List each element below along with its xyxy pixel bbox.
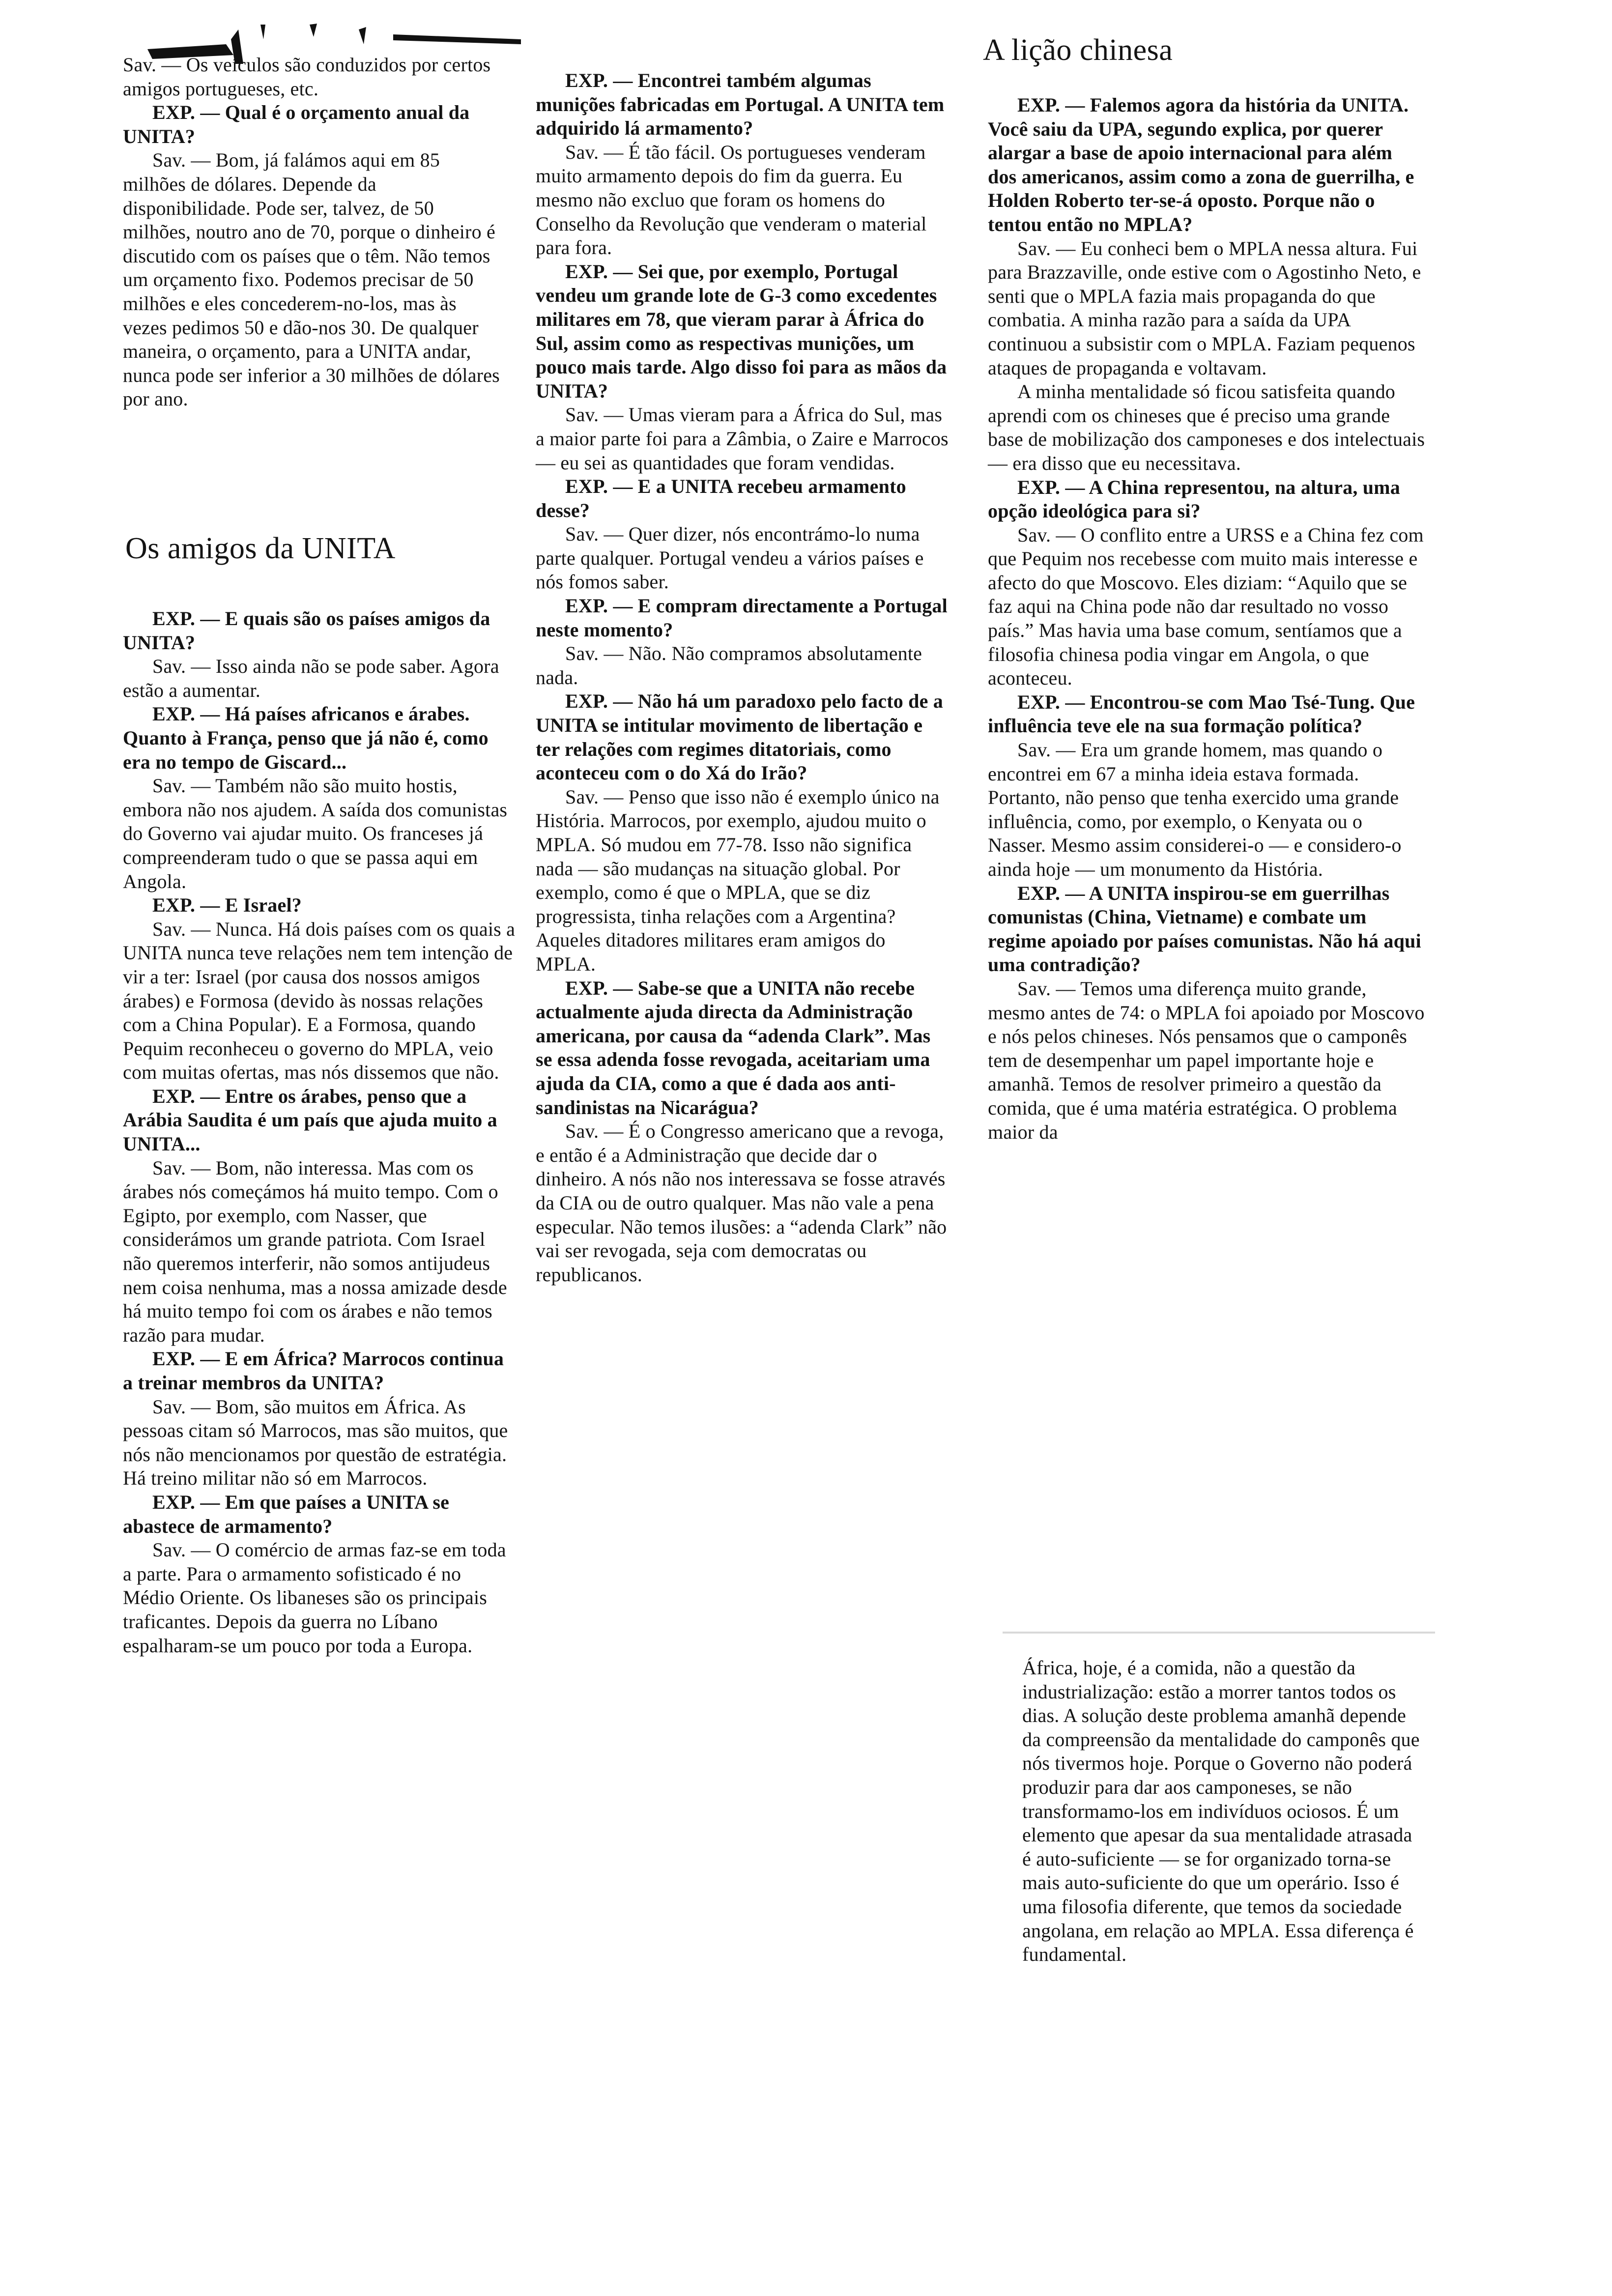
- column-3-bottom: [1022, 1656, 1425, 1967]
- question-paragraph: [123, 1347, 516, 1395]
- answer-text: África, hoje, é a comida, não a questão da industrialização: estão a morrer tantos todos os dias. A solução deste problema amanhã depende da compreensão da mentalidade do camponês que nós tivermos hoje. Porque o Governo não poderá produzir para dar aos camponeses, se não transformamo-los em indivíduos ociosos. É um elemento que apesar da sua mentalidade atrasada é auto-suficiente — se for organizado tornа-se mais auto-suficiente do que um operário. Isso é uma filosofia diferente, que temos da sociedade angolana, em relação ao MPLA. Essa diferença é fundamental.: [1022, 1657, 1420, 1966]
- section-heading-amigos: Os amigos da UNITA: [125, 532, 396, 565]
- question-text: EXP. — E a UNITA recebeu armamento desse?: [536, 475, 906, 521]
- question-text: EXP. — E quais são os países amigos da UNITA?: [123, 607, 490, 654]
- question-text: EXP. — E compram directamente a Portugal neste momento?: [536, 595, 948, 641]
- question-text: EXP. — Qual é o orçamento anual da UNITA?: [123, 101, 470, 147]
- answer-text: Sav. — É o Congresso americano que a revoga, e então é a Administração que decide dar o dinheiro. A nós não nos interessava se fosse através da CIA ou de outro qualquer. Mas não vale a pena especular. Não temos ilusões: a “adenda Clark” não vai ser revogada, seja com democratas ou republicanos.: [536, 1120, 947, 1286]
- question-paragraph: [536, 976, 949, 1120]
- question-paragraph: [536, 69, 949, 141]
- column-2: [536, 69, 949, 1287]
- column-separator: [1003, 1632, 1435, 1634]
- question-text: EXP. — Há países africanos e árabes. Quanto à França, penso que já não é, como era no tempo de Giscard...: [123, 703, 489, 773]
- question-text: EXP. — Em que países a UNITA se abastece de armamento?: [123, 1491, 450, 1537]
- answer-paragraph: [123, 918, 516, 1085]
- answer-text: Sav. — O conflito entre a URSS e a China fez com que Pequim nos recebesse com muito mais interesse e afecto do que Moscovo. Eles diziam: “Aquilo que se faz aqui na China pode não dar resultado no vosso país.” Mas havia uma base comum, sentíamos que a filosofia chinesa podia vingar em Angola, o que aconteceu.: [988, 523, 1424, 689]
- answer-text: Sav. — Nunca. Há dois países com os quais a UNITA nunca teve relações nem tem intenção de vir a ter: Israel (por causa dos nossos amigos árabes) e Formosa (devido às nossas relações com a China Popular). E a Formosa, quando Pequim reconheceu o governo do MPLA, veio com muitas ofertas, mas nós dissemos que não.: [123, 918, 516, 1084]
- answer-paragraph: [123, 1395, 516, 1491]
- question-paragraph: [988, 882, 1425, 977]
- answer-paragraph: [1022, 1656, 1425, 1967]
- question-paragraph: [988, 690, 1425, 738]
- answer-paragraph: [123, 1538, 516, 1658]
- answer-text: Sav. — Eu conheci bem o MPLA nessa altura. Fui para Brazzaville, onde estive com o Agostinho Neto, e senti que o MPLA fazia mais propaganda do que combatia. A minha razão para a saída da UPA continuou a subsistir com o MPLA. Faziam pequenos ataques de propaganda e voltavam.: [988, 237, 1421, 379]
- question-paragraph: [123, 607, 516, 655]
- answer-text: Sav. — Quer dizer, nós encontrámo-lo numa parte qualquer. Portugal vendeu a vários países e nós fomos saber.: [536, 523, 924, 593]
- column-3-top: [988, 93, 1425, 1144]
- question-paragraph: [536, 689, 949, 785]
- question-text: EXP. — Encontrei também algumas munições fabricadas em Portugal. A UNITA tem adquirido lá armamento?: [536, 69, 945, 140]
- answer-text: Sav. — Isso ainda não se pode saber. Agora estão a aumentar.: [123, 655, 499, 701]
- answer-paragraph: [536, 141, 949, 260]
- answer-paragraph: [123, 655, 516, 702]
- answer-paragraph: [988, 977, 1425, 1144]
- answer-text: Sav. — Não. Não compramos absolutamente nada.: [536, 642, 922, 689]
- answer-paragraph: [123, 53, 504, 101]
- answer-text: Sav. — Bom, já falámos aqui em 85 milhões de dólares. Depende da disponibilidade. Pode ser, talvez, de 50 milhões, noutro ano de 70, porque o dinheiro é discutido com os países que o têm. Não temos um orçamento fixo. Podemos precisar de 50 milhões e eles concederem-no-los, mas às vezes pedimos 50 e dão-nos 30. De qualquer maneira, o orçamento, para a UNITA andar, nunca pode ser inferior a 30 milhões de dólares por ano.: [123, 149, 500, 410]
- answer-text: Sav. — Era um grande homem, mas quando o encontrei em 67 a minha ideia estava formada. Portanto, não penso que tenha exercido uma grande influência, como, por exemplo, o Kenyata ou o Nasser. Mesmo assim considerei-o — e considero-o ainda hoje — um monumento da História.: [988, 739, 1402, 880]
- column-1-top: [123, 53, 504, 411]
- answer-text: Sav. — Temos uma diferença muito grande, mesmo antes de 74: o MPLA foi apoiado por Moscovo e nós pelos chineses. Nós pensamos que o camponês tem de desempenhar um papel importante hoje e amanhã. Temos de resolver primeiro a questão da comida, que é uma matéria estratégica. O problema maior da: [988, 977, 1425, 1143]
- answer-text: Sav. — Bom, não interessa. Mas com os árabes nós começámos há muito tempo. Com o Egipto, por exemplo, com Nasser, que considerámos um grande patriota. Com Israel não queremos interferir, não somos antijudeus nem coisa nenhuma, mas a nossa amizade desde há muito tempo foi com os árabes e não temos razão para mudar.: [123, 1156, 507, 1346]
- question-text: EXP. — Encontrou-se com Mao Tsé-Tung. Que influência teve ele na sua formação política?: [988, 690, 1415, 737]
- answer-text: Sav. — Umas vieram para a África do Sul, mas a maior parte foi para a Zâmbia, o Zaire e Marrocos — eu sei as quantidades que foram vendidas.: [536, 403, 949, 474]
- question-text: EXP. — A UNITA inspirou-se em guerrilhas comunistas (China, Vietname) e combate um regime apoiado por países comunistas. Não há aqui uma contradição?: [988, 882, 1421, 976]
- question-text: EXP. — E em África? Marrocos continua a treinar membros da UNITA?: [123, 1348, 504, 1394]
- answer-text: Sav. — Os veículos são conduzidos por certos amigos portugueses, etc.: [123, 54, 491, 100]
- answer-paragraph: [536, 1119, 949, 1287]
- question-paragraph: [123, 1085, 516, 1156]
- question-paragraph: [123, 1491, 516, 1538]
- answer-text: Sav. — O comércio de armas faz-se em toda a parte. Para o armamento sofisticado é no Médio Oriente. Os libaneses são os principais traficantes. Depois da guerra no Líbano espalharam-se um pouco por toda a Europa.: [123, 1539, 506, 1657]
- question-paragraph: [123, 893, 516, 918]
- question-paragraph: [123, 702, 516, 774]
- answer-text: A minha mentalidade só ficou satisfeita quando aprendi com os chineses que é preciso uma grande base de mobilização dos camponeses e dos intelectuais — era disso que eu necessitava.: [988, 380, 1425, 474]
- answer-paragraph: [123, 1156, 516, 1348]
- answer-paragraph: [988, 523, 1425, 690]
- answer-paragraph: [536, 785, 949, 976]
- question-text: EXP. — Sei que, por exemplo, Portugal vendeu um grande lote de G-3 como excedentes militares em 78, que vieram parar à África do Sul, assim como as respectivas munições, um pouco mais tarde. Algo disso foi para as mãos da UNITA?: [536, 260, 947, 402]
- question-paragraph: [536, 594, 949, 642]
- answer-text: Sav. — É tão fácil. Os portugueses venderam muito armamento depois do fim da guerra. Eu mesmo não excluo que foram os homens do Conselho da Revolução que venderam o material para fora.: [536, 141, 927, 259]
- answer-paragraph: [536, 642, 949, 689]
- answer-paragraph: [123, 148, 504, 411]
- answer-paragraph: [988, 380, 1425, 475]
- answer-paragraph: [988, 738, 1425, 882]
- question-paragraph: [536, 260, 949, 403]
- answer-text: Sav. — Também não são muito hostis, embora não nos ajudem. A saída dos comunistas do Governo vai ajudar muito. Os franceses já compreenderam tudo o que se passa aqui em Angola.: [123, 775, 508, 892]
- answer-text: Sav. — Bom, são muitos em África. As pessoas citam só Marrocos, mas são muitos, que nós não mencionamos por questão de estratégia. Há treino militar não só em Marrocos.: [123, 1395, 508, 1490]
- question-text: EXP. — Sabe-se que a UNITA não recebe actualmente ajuda directa da Administração americana, por causa da “adenda Clark”. Mas se essa adenda fosse revogada, aceitariam uma ajuda da CIA, como a que é dada aos anti-sandinistas na Nicarágua?: [536, 976, 931, 1119]
- question-paragraph: [536, 475, 949, 522]
- answer-paragraph: [536, 403, 949, 475]
- answer-text: Sav. — Penso que isso não é exemplo único na História. Marrocos, por exemplo, ajudou muito o MPLA. Só mudou em 77-78. Isso não significa nada — são mudanças na situação global. Por exemplo, como é que o MPLA, que se diz progressista, tinha relações com a Argentina? Aqueles ditadores militares eram amigos do MPLA.: [536, 785, 940, 975]
- answer-paragraph: [123, 774, 516, 893]
- question-paragraph: [123, 101, 504, 148]
- answer-paragraph: [988, 237, 1425, 380]
- question-text: EXP. — Falemos agora da história da UNITA. Você saiu da UPA, segundo explica, por querer alargar a base de apoio internacional para além dos americanos, assim como a zona de guerrilha, e Holden Roberto ter-se-á oposto. Porque não o tentou então no MPLA?: [988, 94, 1414, 235]
- question-paragraph: [988, 476, 1425, 523]
- question-text: EXP. — Entre os árabes, penso que a Arábia Saudita é um país que ajuda muito a UNITA...: [123, 1085, 497, 1155]
- question-text: EXP. — E Israel?: [152, 894, 302, 917]
- question-text: EXP. — A China representou, na altura, uma opção ideológica para si?: [988, 476, 1400, 522]
- question-paragraph: [988, 93, 1425, 237]
- answer-paragraph: [536, 522, 949, 594]
- section-heading-licao: A lição chinesa: [983, 33, 1173, 67]
- question-text: EXP. — Não há um paradoxo pelo facto de a UNITA se intitular movimento de libertação e ter relações com regimes ditatoriais, como aconteceu com o do Xá do Irão?: [536, 690, 943, 784]
- column-1-bottom: [123, 607, 516, 1658]
